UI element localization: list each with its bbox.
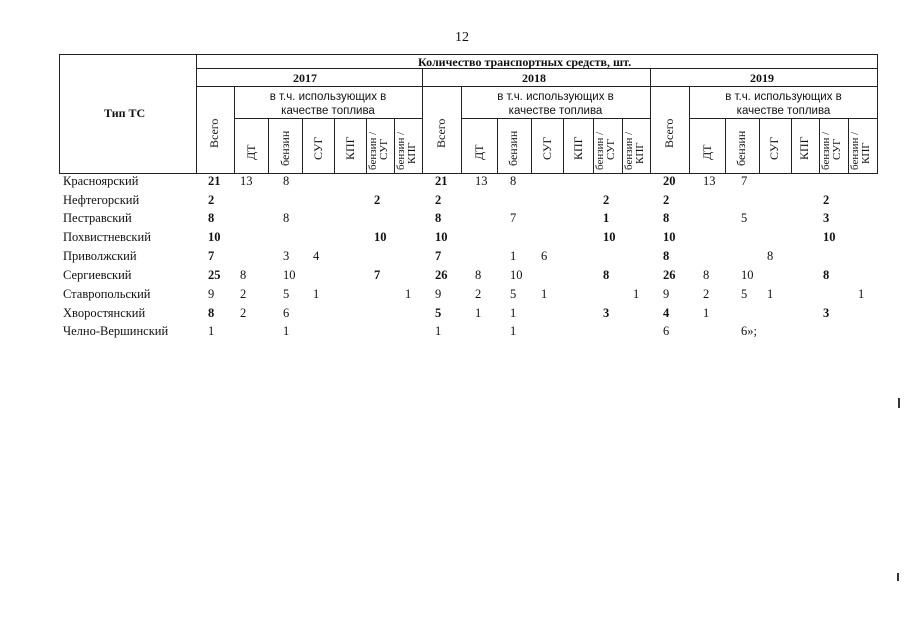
fuel-kpg: КПГ bbox=[571, 136, 585, 160]
table-cell: 1 bbox=[475, 306, 482, 320]
table-cell: 13 bbox=[240, 174, 253, 188]
table-cell: 5 bbox=[741, 287, 748, 301]
fuel-sug: СУГ bbox=[311, 136, 325, 160]
table-cell: 2 bbox=[208, 193, 215, 207]
table-cell: 10 bbox=[823, 230, 836, 244]
table-cell: 8 bbox=[283, 211, 290, 225]
table-cell: 26 bbox=[663, 268, 676, 282]
fuel-benzin-sug-1: бензин / bbox=[820, 131, 832, 170]
region-name: Пестравский bbox=[63, 211, 132, 225]
divider bbox=[196, 54, 197, 174]
table-cell: 10 bbox=[663, 230, 676, 244]
table-cell: 4 bbox=[663, 306, 670, 320]
fuel-benzin-kpg-2: КПГ bbox=[406, 142, 418, 164]
table-cell: 1 bbox=[858, 287, 865, 301]
table-cell: 8 bbox=[510, 174, 517, 188]
fuel-dt: ДТ bbox=[244, 144, 258, 160]
table-cell: 8 bbox=[475, 268, 482, 282]
fuel-benzin-kpg-1: бензин / bbox=[849, 131, 861, 170]
divider bbox=[759, 118, 760, 174]
incl-line1: в т.ч. использующих в bbox=[269, 91, 387, 103]
table-cell: 1 bbox=[283, 324, 290, 338]
table-cell: 10 bbox=[208, 230, 221, 244]
table-cell: 8 bbox=[208, 306, 215, 320]
table-cell: 7 bbox=[741, 174, 748, 188]
table-cell: 9 bbox=[663, 287, 670, 301]
total-label-2017: Всего bbox=[207, 118, 221, 148]
fuel-benzin-sug-2: СУГ bbox=[605, 138, 617, 160]
region-name: Ставропольский bbox=[63, 287, 151, 301]
table-cell: 6 bbox=[663, 324, 670, 338]
divider bbox=[650, 68, 651, 174]
fuel-benzin-kpg-1: бензин / bbox=[395, 131, 407, 170]
table-cell: 7 bbox=[208, 249, 215, 263]
divider bbox=[497, 118, 498, 174]
table-cell: 5 bbox=[283, 287, 290, 301]
table-cell: 1 bbox=[767, 287, 774, 301]
divider bbox=[689, 118, 878, 119]
table-cell: 4 bbox=[313, 249, 320, 263]
fuel-benzin-kpg-2: КПГ bbox=[634, 142, 646, 164]
table-cell: 8 bbox=[703, 268, 710, 282]
table-cell: 1 bbox=[313, 287, 320, 301]
fuel-benzin: бензин bbox=[278, 130, 292, 166]
table-cell: 2 bbox=[663, 193, 670, 207]
table-cell: 8 bbox=[283, 174, 290, 188]
divider bbox=[531, 118, 532, 174]
fuel-dt: ДТ bbox=[472, 144, 486, 160]
table-cell: 21 bbox=[435, 174, 448, 188]
table-cell: 7 bbox=[374, 268, 381, 282]
table-cell: 2 bbox=[603, 193, 610, 207]
table-cell: 1 bbox=[510, 306, 517, 320]
table-cell: 7 bbox=[435, 249, 442, 263]
table-cell: 2 bbox=[823, 193, 830, 207]
table-cell: 1 bbox=[435, 324, 442, 338]
region-name: Нефтегорский bbox=[63, 193, 140, 207]
table-cell: 1 bbox=[208, 324, 215, 338]
incl-line2: качестве топлива bbox=[508, 105, 603, 117]
table-cell: 10 bbox=[741, 268, 754, 282]
table-cell: 8 bbox=[240, 268, 247, 282]
year-2019: 2019 bbox=[750, 71, 774, 85]
table-cell: 3 bbox=[283, 249, 290, 263]
region-name: Челно-Вершинский bbox=[63, 324, 169, 338]
divider bbox=[268, 118, 269, 174]
incl-line2: качестве топлива bbox=[736, 105, 831, 117]
table-cell: 8 bbox=[208, 211, 215, 225]
table-cell: 2 bbox=[240, 306, 247, 320]
divider bbox=[791, 118, 792, 174]
fuel-sug: СУГ bbox=[540, 136, 554, 160]
table-cell: 1 bbox=[603, 211, 610, 225]
divider bbox=[196, 86, 878, 87]
incl-line1: в т.ч. использующих в bbox=[497, 91, 614, 103]
fuel-kpg: КПГ bbox=[343, 136, 357, 160]
scan-mark bbox=[898, 398, 900, 408]
region-name: Приволжский bbox=[63, 249, 137, 263]
incl-label-2018 bbox=[461, 90, 650, 118]
table-cell: 26 bbox=[435, 268, 448, 282]
year-2017: 2017 bbox=[293, 71, 317, 85]
table-cell: 1 bbox=[703, 306, 710, 320]
region-name: Похвистневский bbox=[63, 230, 151, 244]
fuel-benzin-sug-1: бензин / bbox=[594, 131, 606, 170]
table-cell: 13 bbox=[475, 174, 488, 188]
table-cell: 10 bbox=[374, 230, 387, 244]
table-cell: 2 bbox=[475, 287, 482, 301]
table-cell: 8 bbox=[663, 249, 670, 263]
main-header: Количество транспортных средств, шт. bbox=[418, 55, 632, 69]
region-name: Хворостянский bbox=[63, 306, 146, 320]
table-cell: 20 bbox=[663, 174, 676, 188]
fuel-sug: СУГ bbox=[767, 136, 781, 160]
table-cell: 5 bbox=[435, 306, 442, 320]
region-name: Красноярский bbox=[63, 174, 139, 188]
fuel-benzin-sug-2: СУГ bbox=[831, 138, 843, 160]
divider bbox=[725, 118, 726, 174]
table-cell: 10 bbox=[603, 230, 616, 244]
fuel-benzin: бензин bbox=[506, 130, 520, 166]
table-cell: 3 bbox=[823, 306, 830, 320]
table-cell: 6 bbox=[283, 306, 290, 320]
table-cell: 25 bbox=[208, 268, 221, 282]
table-cell: 1 bbox=[405, 287, 412, 301]
total-label-2018: Всего bbox=[434, 118, 448, 148]
table-cell: 8 bbox=[823, 268, 830, 282]
table-cell: 1 bbox=[633, 287, 640, 301]
table-cell: 10 bbox=[435, 230, 448, 244]
fuel-benzin-kpg-2: КПГ bbox=[860, 142, 872, 164]
table-cell: 8 bbox=[435, 211, 442, 225]
table-cell: 2 bbox=[703, 287, 710, 301]
table-cell: 8 bbox=[663, 211, 670, 225]
scan-mark bbox=[897, 573, 899, 581]
page-number: 12 bbox=[455, 30, 469, 45]
fuel-kpg: КПГ bbox=[797, 136, 811, 160]
divider bbox=[563, 118, 564, 174]
table-cell: 2 bbox=[240, 287, 247, 301]
table-cell: 2 bbox=[374, 193, 381, 207]
divider bbox=[334, 118, 335, 174]
fuel-dt: ДТ bbox=[700, 144, 714, 160]
region-name: Сергиевский bbox=[63, 268, 132, 282]
table-cell: 8 bbox=[603, 268, 610, 282]
fuel-benzin-kpg-1: бензин / bbox=[623, 131, 635, 170]
incl-label-2017 bbox=[234, 90, 422, 118]
table-cell: 5 bbox=[741, 211, 748, 225]
fuel-benzin-sug-1: бензин / bbox=[367, 131, 379, 170]
table-cell: 1 bbox=[510, 324, 517, 338]
table-cell: 10 bbox=[283, 268, 296, 282]
table-cell: 21 bbox=[208, 174, 221, 188]
table-cell: 13 bbox=[703, 174, 716, 188]
table-cell: 1 bbox=[541, 287, 548, 301]
fuel-benzin-sug-2: СУГ bbox=[378, 138, 390, 160]
table-cell: 7 bbox=[510, 211, 517, 225]
table-cell: 3 bbox=[603, 306, 610, 320]
table-cell: 10 bbox=[510, 268, 523, 282]
divider bbox=[302, 118, 303, 174]
incl-line2: качестве топлива bbox=[281, 105, 375, 117]
row-header: Тип ТС bbox=[104, 106, 146, 120]
total-label-2019: Всего bbox=[662, 118, 676, 148]
table-cell: 9 bbox=[208, 287, 215, 301]
divider bbox=[422, 68, 423, 174]
fuel-benzin: бензин bbox=[734, 130, 748, 166]
year-2018: 2018 bbox=[522, 71, 546, 85]
table-cell: 6 bbox=[541, 249, 548, 263]
incl-line1: в т.ч. использующих в bbox=[725, 91, 842, 103]
table-cell: 1 bbox=[510, 249, 517, 263]
table-cell: 3 bbox=[823, 211, 830, 225]
table-cell: 6»; bbox=[741, 324, 757, 338]
table-cell: 5 bbox=[510, 287, 517, 301]
incl-label-2019 bbox=[689, 90, 878, 118]
table-cell: 2 bbox=[435, 193, 442, 207]
table-cell: 9 bbox=[435, 287, 442, 301]
table-cell: 8 bbox=[767, 249, 774, 263]
